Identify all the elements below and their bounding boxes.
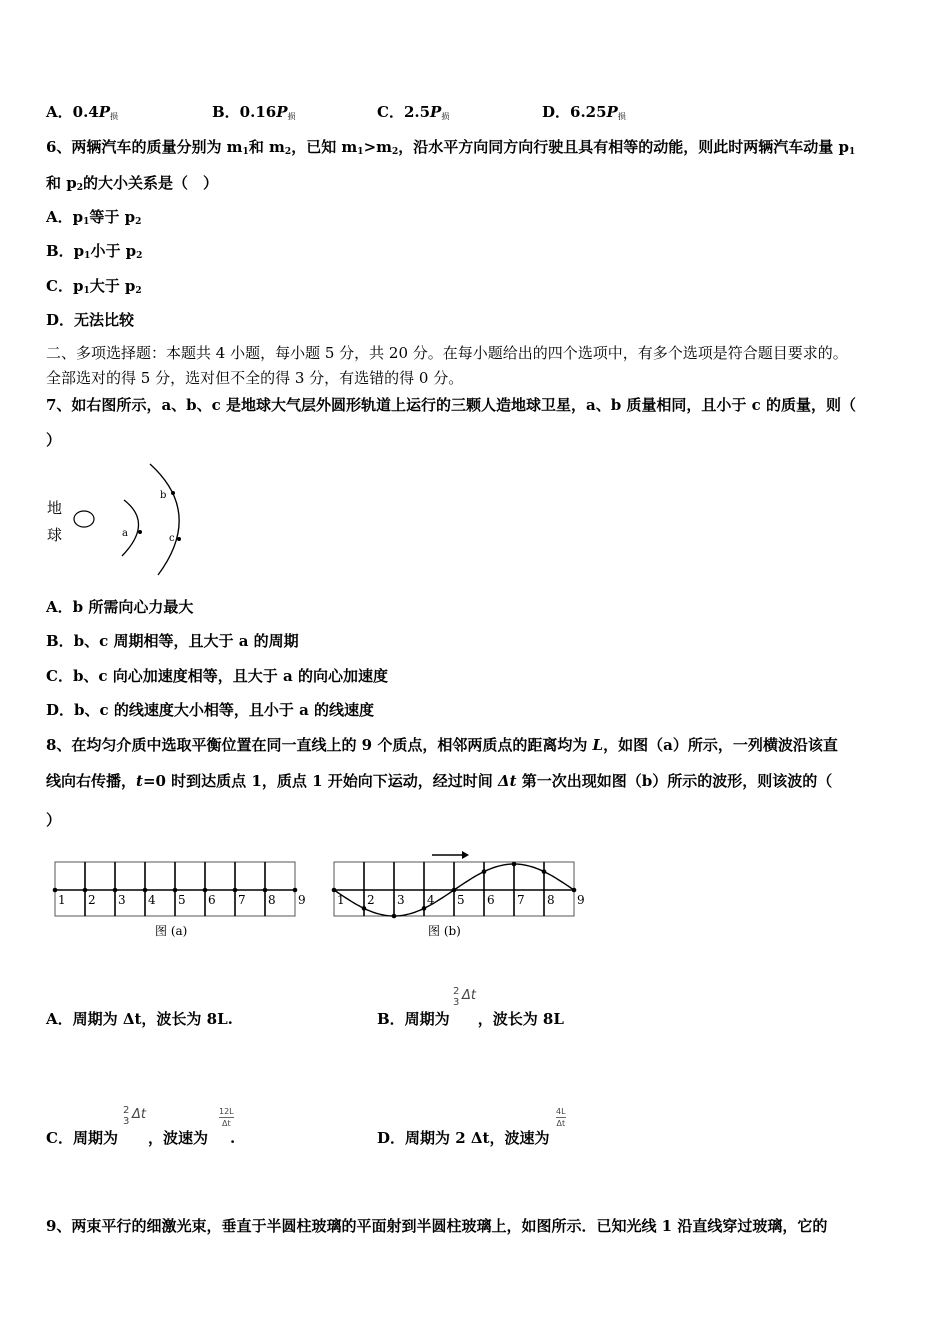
particle-label-6: 6	[487, 893, 495, 907]
earth-circle	[74, 511, 94, 527]
q8-stem-line1: 8、在均匀介质中选取平衡位置在同一直线上的 9 个质点，相邻两质点的距离均为 L，如图（a）所示，一列横波沿该直	[46, 736, 838, 754]
section2-instructions-line1: 二、多项选择题：本题共 4 小题，每小题 5 分，共 20 分。在每小题给出的四个选项中，有多个选项是符合题目要求的。	[46, 344, 848, 362]
q7-option-c: C．b、c 向心加速度相等，且大于 a 的向心加速度	[46, 667, 388, 685]
q8-option-c-delta-t: Δt	[132, 1107, 146, 1122]
particle-label-9: 9	[577, 893, 585, 907]
q6-option-d: D．无法比较	[46, 311, 135, 329]
q8-stem-line2: 线向右传播，t=0 时到达质点 1，质点 1 开始向下运动，经过时间 Δt 第一次出现如图（b）所示的波形，则该波的（	[46, 772, 833, 790]
q7-option-a: A．b 所需向心力最大	[46, 598, 194, 616]
propagation-arrow-head	[462, 851, 469, 859]
particle-5	[173, 888, 178, 893]
q6-option-c: C．$p_1$大于 $p_2$	[46, 277, 142, 296]
earth-label-1: 地	[47, 499, 63, 517]
earth-label-2: 球	[47, 526, 63, 544]
q8-option-c: C．周期为 ，波速为 .	[46, 1129, 236, 1147]
particle-label-6: 6	[208, 893, 216, 907]
q9-stem-line1: 9、两束平行的细激光束，垂直于半圆柱玻璃的平面射到半圆柱玻璃上，如图所示．已知光线 1 沿直线穿过玻璃，它的	[46, 1217, 828, 1235]
q7-option-b: B．b、c 周期相等，且大于 a 的周期	[46, 632, 299, 650]
particle-label-7: 7	[238, 893, 246, 907]
particle-7	[233, 888, 238, 893]
particle-4	[143, 888, 148, 893]
figure-a-caption: 图 (a)	[155, 924, 188, 938]
particle-label-8: 8	[547, 893, 555, 907]
q5-option-b: B．0.16P损	[212, 103, 296, 121]
particle-label-5: 5	[457, 893, 465, 907]
label-c: c	[169, 533, 175, 544]
q7-stem-line1: 7、如右图所示，a、b、c 是地球大气层外圆形轨道上运行的三颗人造地球卫星，a、b 质量相同，且小于 c 的质量，则（	[46, 396, 857, 414]
q8-stem-line3: ）	[46, 811, 62, 829]
label-a: a	[122, 528, 128, 539]
label-b: b	[160, 490, 167, 501]
q7-stem-line2: ）	[46, 431, 62, 449]
q6-stem-line2: 和 $p_2$的大小关系是（ ）	[46, 174, 218, 193]
q8-option-c-speed-fraction: $\frac{12L}{\Delta t}$	[219, 1107, 234, 1128]
particle-label-9: 9	[298, 893, 306, 907]
wave-figures	[40, 845, 600, 945]
q8-option-d: D．周期为 2 Δt，波速为	[377, 1129, 550, 1147]
q5-option-d: D．6.25P损	[542, 103, 626, 121]
satellite-b	[171, 491, 175, 495]
q6-option-a: A．$p_1$等于 $p_2$	[46, 208, 142, 227]
satellite-a	[138, 530, 142, 534]
q6-option-b: B．$p_1$小于 $p_2$	[46, 242, 143, 261]
particle-label-1: 1	[58, 893, 66, 907]
particle-6	[203, 888, 208, 893]
particle-label-4: 4	[148, 893, 156, 907]
particle-label-4: 4	[427, 893, 435, 907]
q5-option-a: A．0.4P损	[46, 103, 119, 121]
orbit-bc	[150, 464, 179, 575]
particle-8	[263, 888, 268, 893]
particle-label-5: 5	[178, 893, 186, 907]
q5-option-c: C．2.5P损	[377, 103, 450, 121]
satellite-c	[177, 537, 181, 541]
q8-option-a: A．周期为 Δt，波长为 8L.	[46, 1010, 233, 1028]
figure-a	[53, 862, 306, 916]
particle-label-1: 1	[337, 893, 345, 907]
q8-option-b-delta-t: Δt	[462, 988, 476, 1003]
section2-instructions-line2: 全部选对的得 5 分，选对但不全的得 3 分，有选错的得 0 分。	[46, 369, 464, 387]
particle-label-8: 8	[268, 893, 276, 907]
q8-option-b: B．周期为 ，波长为 8L	[377, 1010, 564, 1028]
particle-3	[113, 888, 118, 893]
particle-label-7: 7	[517, 893, 525, 907]
particle-1	[53, 888, 58, 893]
q7-option-d: D．b、c 的线速度大小相等，且小于 a 的线速度	[46, 701, 375, 719]
satellite-orbit-figure	[44, 458, 186, 578]
particle-label-2: 2	[88, 893, 96, 907]
figure-b	[332, 851, 585, 918]
q6-stem-line1: 6、两辆汽车的质量分别为 $m_1$和 $m_2$，已知 $m_1>m_2$，沿水平方向同方向行驶且具有相等的动能，则此时两辆汽车动量 $p_1$	[46, 138, 856, 157]
particle-2	[83, 888, 88, 893]
particle-9	[293, 888, 298, 893]
particle-label-2: 2	[367, 893, 375, 907]
figure-b-caption: 图 (b)	[428, 924, 461, 938]
q8-option-d-speed-fraction: $\frac{4L}{\Delta t}$	[556, 1107, 566, 1128]
particle-label-3: 3	[118, 893, 126, 907]
particle-label-3: 3	[397, 893, 405, 907]
q8-option-c-period-fraction: 2 3	[123, 1105, 130, 1127]
q8-option-b-period-fraction: 2 3	[453, 986, 460, 1008]
